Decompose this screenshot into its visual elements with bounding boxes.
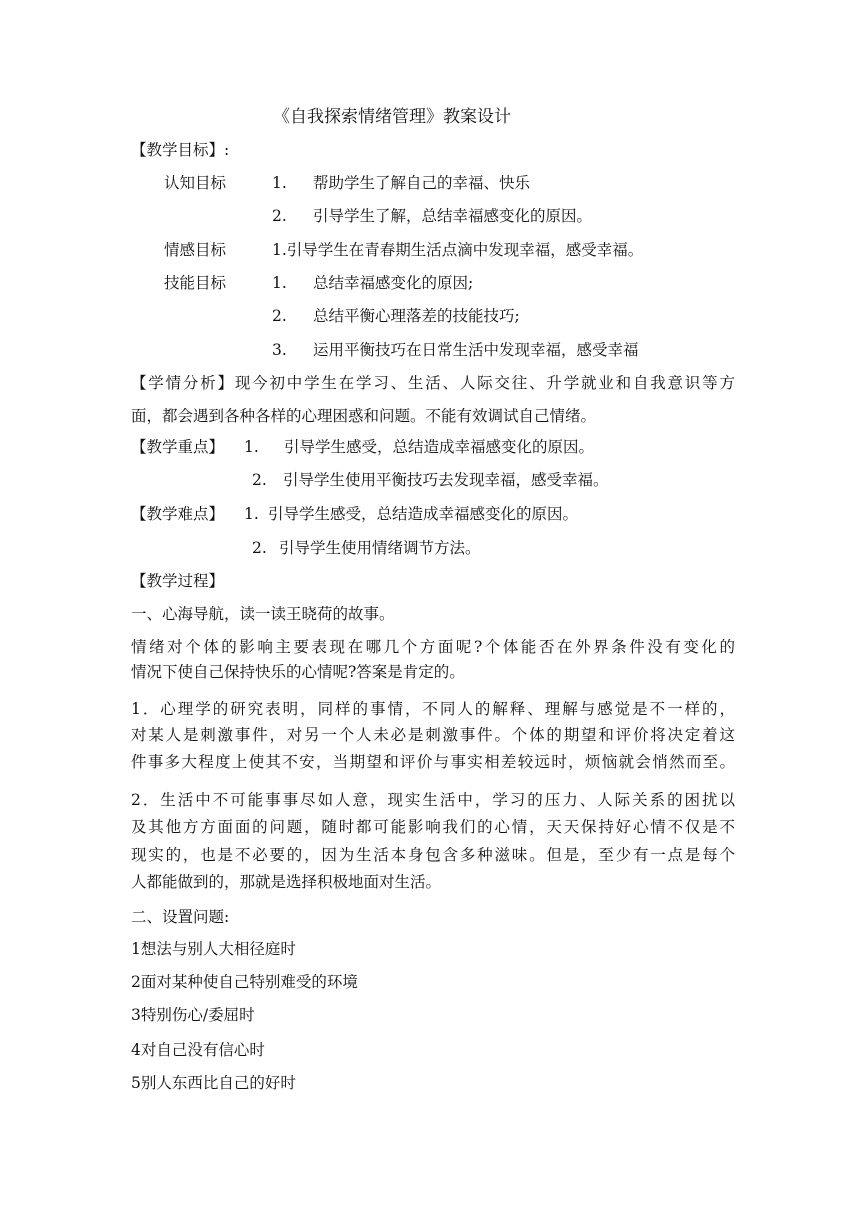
- key-point-1-number: 1.: [244, 438, 259, 456]
- para1-line-2: 对某人是刺激事件，对另一个人未必是刺激事件。个体的期望和评价将决定着这: [131, 726, 735, 744]
- cognitive-item-2-number: 2.: [272, 207, 287, 225]
- para2-line-3: 现实的，也是不必要的，因为生活本身包含多种滋味。但是，至少有一点是每个: [131, 846, 735, 864]
- emotional-text: 1.引导学生在青春期生活点滴中发现幸福，感受幸福。: [272, 241, 644, 259]
- skill-item-2-text: 总结平衡心理落差的技能技巧;: [313, 307, 520, 325]
- key-point-2-text: 引导学生使用平衡技巧去发现幸福，感受幸福。: [283, 471, 609, 489]
- question-item: 5别人东西比自己的好时: [131, 1074, 296, 1092]
- difficulty-1-number: 1.: [244, 505, 259, 523]
- para2-line-1: 2．生活中不可能事事尽如人意，现实生活中，学习的压力、人际关系的困扰以: [131, 791, 735, 809]
- key-point-1-text: 引导学生感受，总结造成幸福感变化的原因。: [284, 438, 595, 456]
- process-section-2: 二、设置问题:: [131, 908, 230, 926]
- difficulty-1-text: 引导学生感受，总结造成幸福感变化的原因。: [268, 505, 579, 523]
- process-heading: 【教学过程】: [131, 572, 225, 590]
- analysis-line-2: 面，都会遇到各种各样的心理困惑和问题。不能有效调试自己情绪。: [131, 407, 597, 425]
- analysis-line-1: 【学情分析】现今初中学生在学习、生活、人际交往、升学就业和自我意识等方: [131, 374, 735, 392]
- para1-line-1: 1．心理学的研究表明，同样的事情，不同人的解释、理解与感觉是不一样的，: [131, 700, 735, 718]
- emotional-label: 情感目标: [164, 241, 227, 259]
- difficulties-heading: 【教学难点】: [131, 505, 225, 523]
- para1-line-3: 件事多大程度上使其不安，当期望和评价与事实相差较远时，烦恼就会悄然而至。: [131, 753, 735, 771]
- intro-line-2: 情况下使自己保持快乐的心情呢?答案是肯定的。: [131, 663, 465, 681]
- para2-line-4: 人都能做到的，那就是选择积极地面对生活。: [131, 873, 442, 891]
- skill-item-1-text: 总结幸福感变化的原因;: [313, 274, 474, 292]
- skill-label: 技能目标: [164, 274, 227, 292]
- question-item: 2面对某种使自己特别难受的环境: [131, 973, 358, 991]
- difficulty-2-number: 2.: [252, 539, 267, 557]
- skill-item-2-number: 2.: [272, 307, 287, 325]
- skill-item-3-number: 3.: [272, 341, 287, 359]
- document-title: 《自我探索情绪管理》教案设计: [273, 107, 511, 127]
- skill-item-3-text: 运用平衡技巧在日常生活中发现幸福，感受幸福: [313, 341, 639, 359]
- intro-line-1: 情绪对个体的影响主要表现在哪几个方面呢?个体能否在外界条件没有变化的: [131, 638, 735, 656]
- skill-item-1-number: 1.: [272, 274, 287, 292]
- cognitive-item-1-text: 帮助学生了解自己的幸福、快乐: [313, 174, 531, 192]
- question-item: 1想法与别人大相径庭时: [131, 940, 296, 958]
- objectives-heading: 【教学目标】:: [131, 141, 230, 159]
- process-section-1: 一、心海导航，读一读王晓荷的故事。: [131, 605, 395, 623]
- difficulty-2-text: 引导学生使用情绪调节方法。: [279, 539, 481, 557]
- key-point-2-number: 2.: [252, 471, 267, 489]
- cognitive-item-1-number: 1.: [272, 174, 287, 192]
- question-item: 4对自己没有信心时: [131, 1041, 265, 1059]
- cognitive-label: 认知目标: [164, 174, 227, 192]
- para2-line-2: 及其他方方面面的问题，随时都可能影响我们的心情，天天保持好心情不仅是不: [131, 818, 735, 836]
- key-points-heading: 【教学重点】: [131, 438, 225, 456]
- question-item: 3特别伤心/委屈时: [131, 1006, 255, 1024]
- cognitive-item-2-text: 引导学生了解，总结幸福感变化的原因。: [313, 207, 593, 225]
